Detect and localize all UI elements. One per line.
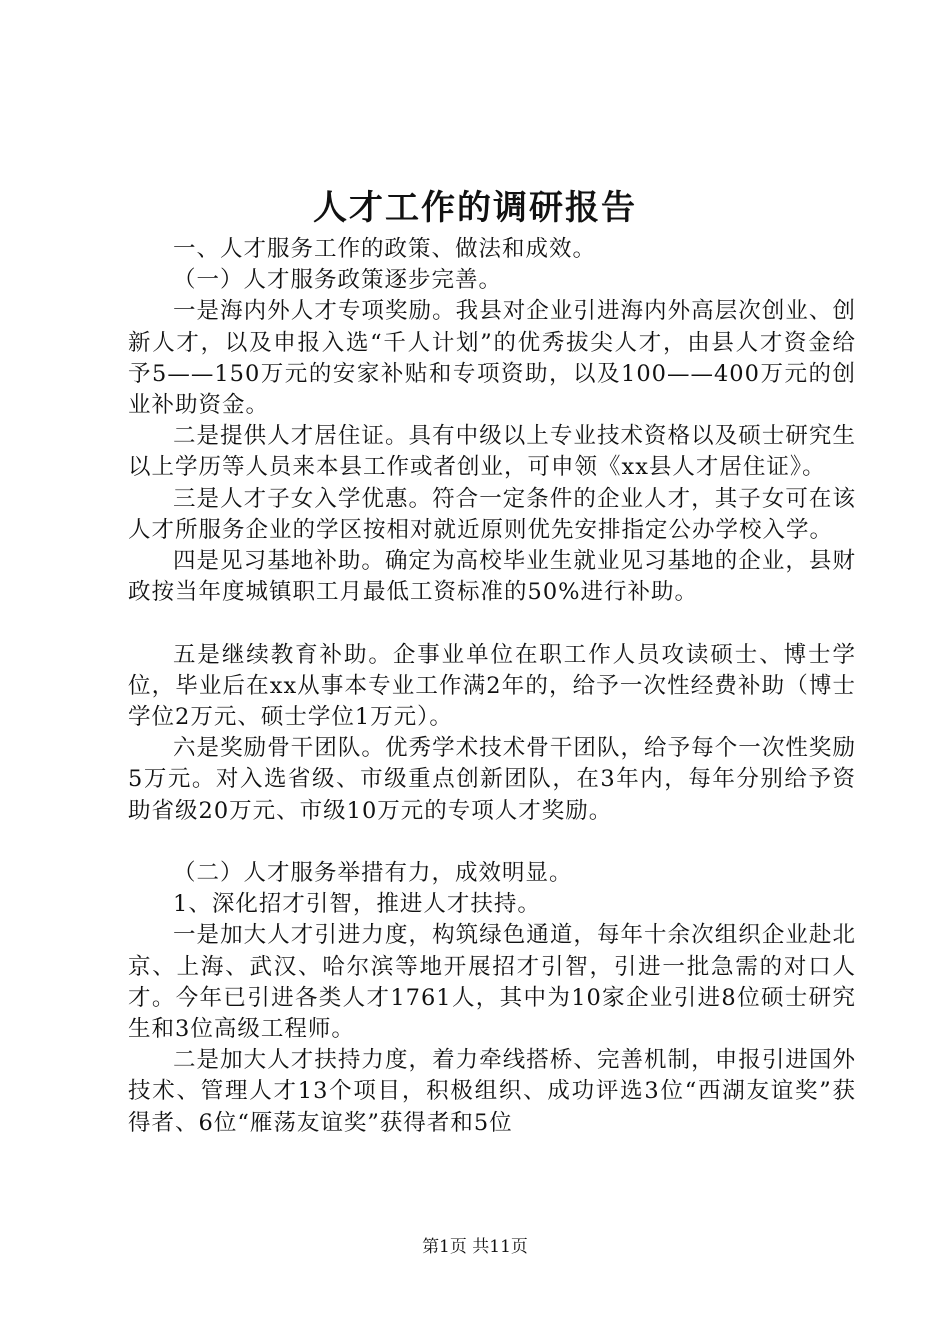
page-number: 第1页 共11页	[422, 1237, 528, 1257]
body-paragraph: 二是提供人才居住证。具有中级以上专业技术资格以及硕士研究生以上学历等人员来本县工作或者创业，可申领《xx县人才居住证》。	[128, 423, 856, 481]
body-paragraph: 四是见习基地补助。确定为高校毕业生就业见习基地的企业，县财政按当年度城镇职工月最低工资标准的50%进行补助。	[128, 548, 856, 606]
body-paragraph: 二是加大人才扶持力度，着力牵线搭桥、完善机制，申报引进国外技术、管理人才13个项目，积极组织、成功评选3位“西湖友谊奖”获得者、6位“雁荡友谊奖”获得者和5位	[128, 1047, 856, 1136]
document-title: 人才工作的调研报告	[313, 188, 637, 228]
subsection-heading: （二）人才服务举措有力，成效明显。	[173, 860, 573, 887]
body-paragraph: 三是人才子女入学优惠。符合一定条件的企业人才，其子女可在该人才所服务企业的学区按相对就近原则优先安排指定公办学校入学。	[128, 485, 856, 543]
body-paragraph: 六是奖励骨干团队。优秀学术技术骨干团队，给予每个一次性奖励5万元。对入选省级、市级重点创新团队，在3年内，每年分别给予资助省级20万元、市级10万元的专项人才奖励。	[128, 735, 856, 824]
body-paragraph: 一是海内外人才专项奖励。我县对企业引进海内外高层次创业、创新人才，以及申报入选“千人计划”的优秀拔尖人才，由县人才资金给予5——150万元的安家补贴和专项资助，以及100——400万元的创业补助资金。	[128, 298, 856, 419]
section-heading: 一、人才服务工作的政策、做法和成效。	[173, 236, 597, 262]
item-heading: 1、深化招才引智，推进人才扶持。	[173, 891, 541, 918]
body-paragraph: 一是加大人才引进力度，构筑绿色通道，每年十余次组织企业赴北京、上海、武汉、哈尔滨等地开展招才引智，引进一批急需的对口人才。今年已引进各类人才1761人，其中为10家企业引进8位硕士研究生和3位高级工程师。	[128, 922, 856, 1043]
document-body	[128, 234, 856, 1139]
body-paragraph: 五是继续教育补助。企事业单位在职工作人员攻读硕士、博士学位，毕业后在xx从事本专业工作满2年的，给予一次性经费补助（博士学位2万元、硕士学位1万元）。	[128, 641, 856, 731]
subsection-heading: （一）人才服务政策逐步完善。	[173, 267, 503, 294]
